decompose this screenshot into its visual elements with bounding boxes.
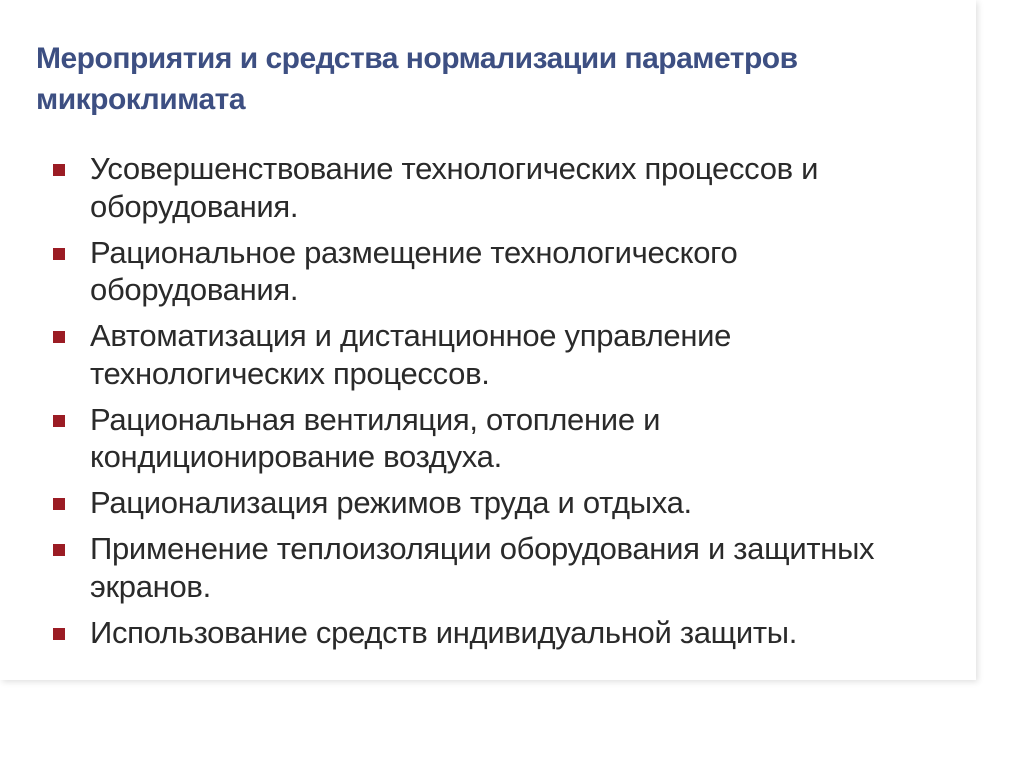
bullet-text: Рациональное размещение технологического оборудования.: [90, 234, 738, 307]
bullet-text: Автоматизация и дистанционное управление технологических процессов.: [90, 318, 732, 391]
bullet-item: [48, 530, 948, 605]
bullet-text: Применение теплоизоляции оборудования и защитных экранов.: [90, 531, 875, 604]
square-bullet-icon: [53, 331, 65, 343]
bullet-list: [48, 150, 948, 660]
bullet-text: Усовершенствование технологических процессов и оборудования.: [90, 151, 819, 224]
bullet-text: Рационализация режимов труда и отдыха.: [90, 485, 692, 520]
slide-title: Мероприятия и средства нормализации параметров микроклимата: [36, 42, 798, 116]
bullet-item: [48, 401, 948, 476]
square-bullet-icon: [53, 498, 65, 510]
bullet-item: [48, 234, 948, 309]
square-bullet-icon: [53, 415, 65, 427]
bullet-item: [48, 484, 948, 522]
square-bullet-icon: [53, 164, 65, 176]
bullet-item: [48, 150, 948, 225]
square-bullet-icon: [53, 628, 65, 640]
bullet-text: Использование средств индивидуальной защиты.: [90, 614, 798, 650]
bullet-item: [48, 317, 948, 392]
square-bullet-icon: [53, 248, 65, 260]
bullet-text: Рациональная вентиляция, отопление и кондиционирование воздуха.: [90, 401, 661, 474]
square-bullet-icon: [53, 544, 65, 556]
bullet-item: [48, 614, 948, 652]
